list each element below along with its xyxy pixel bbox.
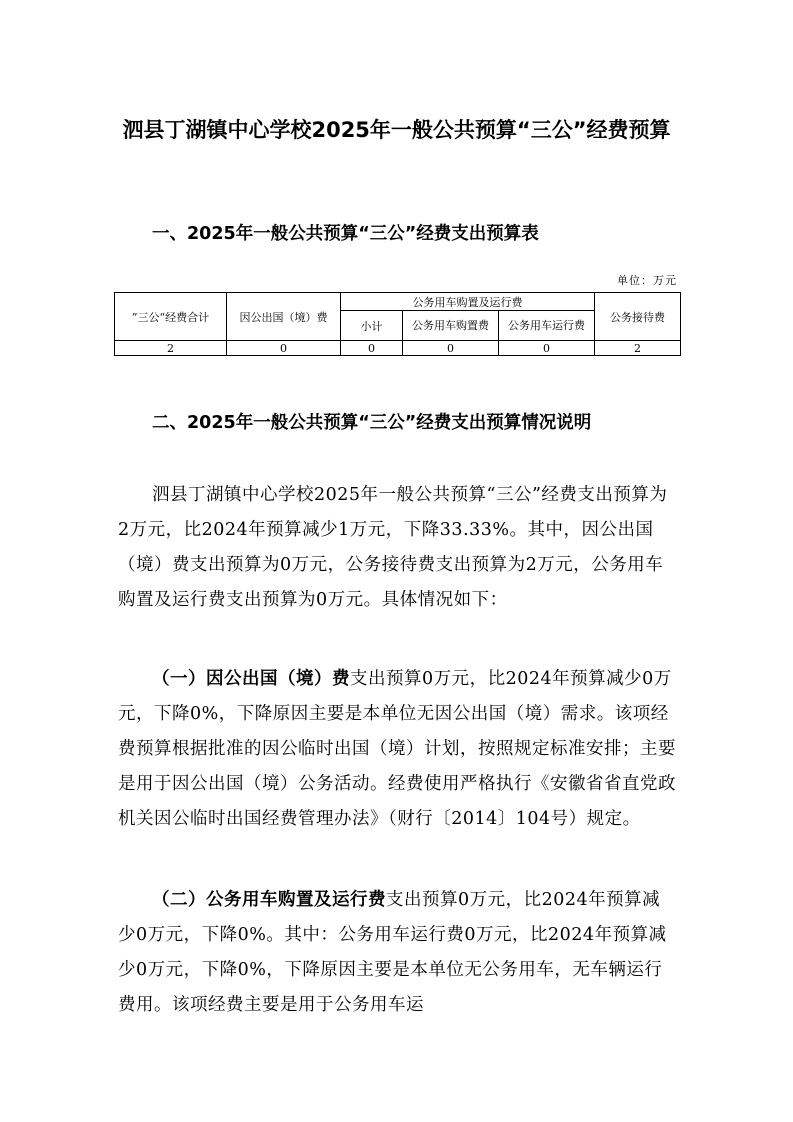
table-row xyxy=(115,341,681,356)
paragraph-vehicle-text: 支出预算0万元，比2024年预算减少0万元，下降0%。其中：公务用车运行费0万元，比2024年预算减少0万元，下降0%，下降原因主要是本单位无公务用车，无车辆运行费用。该项经费主要是用于公务用车运 xyxy=(118,890,667,1015)
header-vehicle-group: 公务用车购置及运行费 xyxy=(341,293,595,311)
cell-total: 2 xyxy=(115,341,227,356)
header-abroad: 因公出国（境）费 xyxy=(227,293,341,341)
paragraph-vehicle xyxy=(118,883,678,1023)
cell-reception: 2 xyxy=(595,341,681,356)
paragraph-vehicle-heading: （二）公务用车购置及运行费 xyxy=(152,890,386,910)
header-total: ”三公“经费合计 xyxy=(115,293,227,341)
budget-table xyxy=(114,292,681,356)
cell-abroad: 0 xyxy=(227,341,341,356)
paragraph-summary: 泗县丁湖镇中心学校2025年一般公共预算“三公”经费支出预算为2万元，比2024年预算减少1万元，下降33.33%。其中，因公出国（境）费支出预算为0万元，公务接待费支出预算为2万元，公务用车购置及运行费支出预算为0万元。具体情况如下： xyxy=(118,485,668,610)
paragraph-abroad-text: 支出预算0万元，比2024年预算减少0万元，下降0%，下降原因主要是本单位无因公出国（境）需求。该项经费预算根据批准的因公临时出国（境）计划，按照规定标准安排；主要是用于因公出国（境）公务活动。经费使用严格执行《安徽省省直党政机关因公临时出国经费管理办法》（财行〔2014〕104号）规定。 xyxy=(118,669,676,829)
cell-vehicle-purchase: 0 xyxy=(403,341,499,356)
unit-label: 单位：万元 xyxy=(617,274,677,287)
cell-vehicle-operation: 0 xyxy=(499,341,595,356)
header-reception: 公务接待费 xyxy=(595,293,681,341)
cell-subtotal: 0 xyxy=(341,341,403,356)
section-heading-table: 一、2025年一般公共预算“三公”经费支出预算表 xyxy=(152,224,539,244)
header-subtotal: 小计 xyxy=(341,311,403,341)
paragraph-abroad xyxy=(118,662,678,837)
document-title: 泗县丁湖镇中心学校2025年一般公共预算“三公”经费预算 xyxy=(122,118,671,142)
section-heading-explanation: 二、2025年一般公共预算“三公”经费支出预算情况说明 xyxy=(152,413,592,433)
header-vehicle-operation: 公务用车运行费 xyxy=(499,311,595,341)
paragraph-abroad-heading: （一）因公出国（境）费 xyxy=(152,669,350,689)
header-vehicle-purchase: 公务用车购置费 xyxy=(403,311,499,341)
